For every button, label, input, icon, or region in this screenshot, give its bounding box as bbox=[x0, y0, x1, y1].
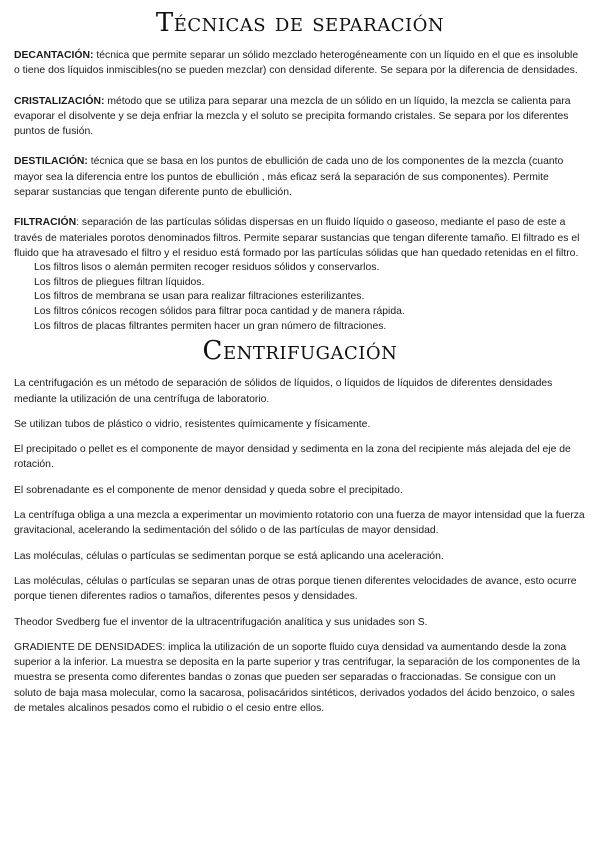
term-definition: método que se utiliza para separar una mezcla de un sólido en un líquido, la mezcla se calienta para evaporar el disolvente y se deja enfriar la mezcla y el soluto se precipita formando cristales. Se separa por los diferentes puntos de fusión. bbox=[14, 95, 571, 138]
filter-types-list bbox=[14, 261, 586, 334]
term-label: CRISTALIZACIÓN: bbox=[14, 95, 105, 107]
section-filtracion bbox=[14, 215, 586, 261]
section-title-centrifugacion: Centrifugación bbox=[202, 336, 398, 367]
term-definition: técnica que permite separar un sólido mezclado heterogéneamente con un líquido en el que es insoluble o tiene dos líquidos inmiscibles(no se pueden mezclar) con densidad diferente. Se separa por la diferencia de densidades. bbox=[14, 50, 579, 77]
list-item: Los filtros cónicos recogen sólidos para filtrar poca cantidad y de manera rápida. bbox=[34, 306, 405, 318]
paragraph: El precipitado o pellet es el componente de mayor densidad y sedimenta en la zona del recipiente más alejada del eje de rotación. bbox=[14, 444, 571, 471]
term-label: DECANTACIÓN: bbox=[14, 50, 94, 61]
paragraph: Las moléculas, células o partículas se separan unas de otras porque tienen diferentes velocidades de avance, esto ocurre porque tienen diferentes radios o tamaños, diferentes pesos y densidades. bbox=[14, 575, 577, 603]
term-label: DESTILACIÓN: bbox=[14, 156, 88, 168]
section-cristalizacion bbox=[14, 94, 586, 140]
list-item: Los filtros de placas filtrantes permiten hacer un gran número de filtraciones. bbox=[34, 320, 387, 332]
paragraph: La centrífuga obliga a una mezcla a experimentar un movimiento rotatorio con una fuerza de mayor intensidad que la fuerza gravitacional, acelerando la sedimentación del sólido o de las partículas de mayor densidad. bbox=[14, 510, 585, 537]
list-item: Los filtros lisos o alemán permiten recoger residuos sólidos y conservarlos. bbox=[34, 262, 380, 274]
section-decantacion bbox=[14, 48, 586, 79]
paragraph: La centrifugación es un método de separación de sólidos de líquidos, o líquidos de líquidos de diferentes densidades mediante la utilización de una centrífuga de laboratorio. bbox=[14, 378, 553, 405]
paragraph: El sobrenadante es el componente de menor densidad y queda sobre el precipitado. bbox=[14, 484, 403, 496]
term-definition: : separación de las partículas sólidas dispersas en un fluido líquido o gaseoso, mediante el paso de este a través de materiales porotos denominados filtros. Permite separar sustancias que tengan diferente tamaño. El filtrado es el fluido que ha atravesado el filtro y el residuo está formado por las partículas sólidas que han quedado retenidas en el filtro. bbox=[14, 217, 580, 259]
paragraph: Se utilizan tubos de plástico o vidrio, resistentes químicamente y físicamente. bbox=[14, 418, 371, 430]
paragraph-gradiente: GRADIENTE DE DENSIDADES: implica la utilización de un soporte fluido cuya densidad va aumentando desde la zona superior a la inferior. La muestra se deposita en la parte superior y tras centrifugar, la separación de los componentes de la muestra se presenta como diferentes bandas o zonas que pueden ser separadas o fraccionadas. Se consigue con un soluto de baja masa molecular, como la sacarosa, polisacáridos sintéticos, derivados yodados del ácido benzoico, o sales de metales alcalinos pesados como el rubidio o el cesio entre ellos. bbox=[14, 641, 581, 714]
list-item: Los filtros de pliegues filtran líquidos. bbox=[34, 276, 205, 288]
paragraph: Theodor Svedberg fue el inventor de la ultracentrifugación analítica y sus unidades son S. bbox=[14, 616, 428, 628]
term-label: FILTRACIÓN bbox=[14, 217, 77, 229]
page-title: Técnicas de separación bbox=[155, 8, 445, 38]
list-item: Los filtros de membrana se usan para realizar filtraciones esterilizantes. bbox=[34, 291, 365, 303]
paragraph: Las moléculas, células o partículas se sedimentan porque se está aplicando una aceleración. bbox=[14, 550, 444, 562]
term-definition: técnica que se basa en los puntos de ebullición de cada uno de los componentes de la mezcla (cuanto mayor sea la diferencia entre los puntos de ebullición , más eficaz será la separación de sus componentes). Permite separar sustancias que tengan diferente punto de ebullición. bbox=[14, 156, 564, 199]
section-destilacion bbox=[14, 154, 586, 200]
